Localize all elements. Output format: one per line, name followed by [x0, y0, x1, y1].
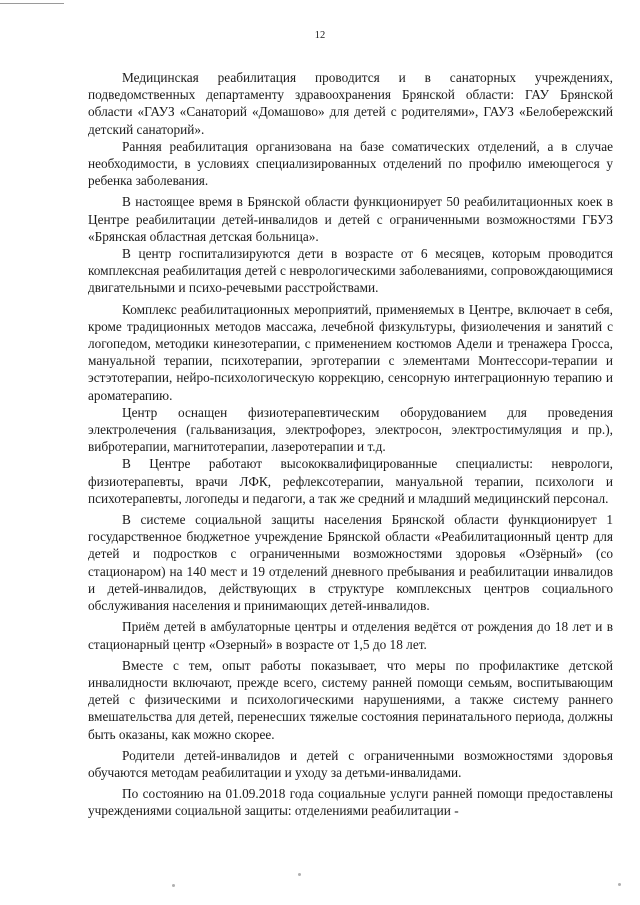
paragraph-admission-age: Приём детей в амбулаторные центры и отделения ведётся от рождения до 18 лет и в стационарный центр «Озерный» в возрасте от 1,5 до 18 лет. — [88, 619, 613, 652]
paragraph-hospitalization-age: В центр госпитализируются дети в возрасте от 6 месяцев, которым проводится комплексная реабилитация детей с неврологическими заболеваниями, сопровождающимися двигательными и психо-речевыми расстройствами. — [88, 246, 613, 296]
paragraph-early-help-status: По состоянию на 01.09.2018 года социальные услуги ранней помощи предоставлены учреждениями социальной защиты: отделениями реабилитации - — [88, 786, 613, 819]
paragraph-sanatorium-rehabilitation: Медицинская реабилитация проводится и в санаторных учреждениях, подведомственных департаменту здравоохранения Брянской области: ГАУ Брянской области «ГАУЗ «Санаторий «Домашово» для детей с родителями», ГАУЗ «Белобережский детский санаторий». — [88, 70, 613, 137]
paragraph-prevention-measures: Вместе с тем, опыт работы показывает, что меры по профилактике детской инвалидности включают, прежде всего, систему ранней помощи семьям, воспитывающим детей с физическими и психологическими нарушениями, а также систему раннего вмешательства для детей, перенесших тяжелые состояния перинатального периода, должны быть оказаны, как можно скорее. — [88, 657, 613, 742]
scan-dot-mark — [618, 883, 621, 886]
page-number: 12 — [314, 30, 326, 41]
paragraph-center-equipment: Центр оснащен физиотерапевтическим оборудованием для проведения электролечения (гальванизация, электрофорез, электросон, электростимуляция и пр.), вибротерапии, магнитотерапии, лазеротерапии и т.д. — [88, 404, 613, 455]
paragraph-social-protection-system: В системе социальной защиты населения Брянской области функционирует 1 государственное бюджетное учреждение Брянской области «Реабилитационный центр для детей и подростков с ограниченными возможностями здоровья «Озёрный» (со стационаром) на 140 мест и 19 отделений дневного пребывания и реабилитации инвалидов и детей-инвалидов, действующих в структуре комплексных центров социального обслуживания населения и принимающих детей-инвалидов. — [88, 512, 613, 614]
paragraph-rehabilitation-complex: Комплекс реабилитационных мероприятий, применяемых в Центре, включает в себя, кроме традиционных методов массажа, лечебной физкультуры, физиолечения и занятий с логопедом, методики кинезотерапии, с применением костюмов Адели и тренажера Гросса, мануальной терапии, психотерапии, эрготерапии с элементами Монтессори-терапии и эстэтотерапии, нейро-психологическую коррекцию, сенсорную интеграционную терапию и ароматерапию. — [88, 301, 613, 403]
scan-dot-mark — [172, 884, 175, 887]
paragraph-center-specialists: В Центре работают высококвалифицированные специалисты: неврологи, физиотерапевты, врачи ЛФК, рефлексотерапии, мануальной терапии, психологи и психотерапевты, логопеды и педагоги, а так же средний и младший медицинский персонал. — [88, 456, 613, 506]
scan-dot-mark — [298, 873, 301, 876]
paragraph-early-rehabilitation: Ранняя реабилитация организована на базе соматических отделений, а в случае необходимости, в условиях специализированных отделений по профилю имеющегося у ребенка заболевания. — [88, 138, 613, 189]
document-body — [88, 69, 613, 820]
paragraph-rehabilitation-beds: В настоящее время в Брянской области функционирует 50 реабилитационных коек в Центре реабилитации детей-инвалидов и детей с ограниченными возможностями ГБУЗ «Брянская областная детская больница». — [88, 194, 613, 244]
paragraph-parents-training: Родители детей-инвалидов и детей с ограниченными возможностями здоровья обучаются методам реабилитации и уходу за детьми-инвалидами. — [88, 747, 613, 780]
scan-edge-line — [0, 3, 64, 4]
